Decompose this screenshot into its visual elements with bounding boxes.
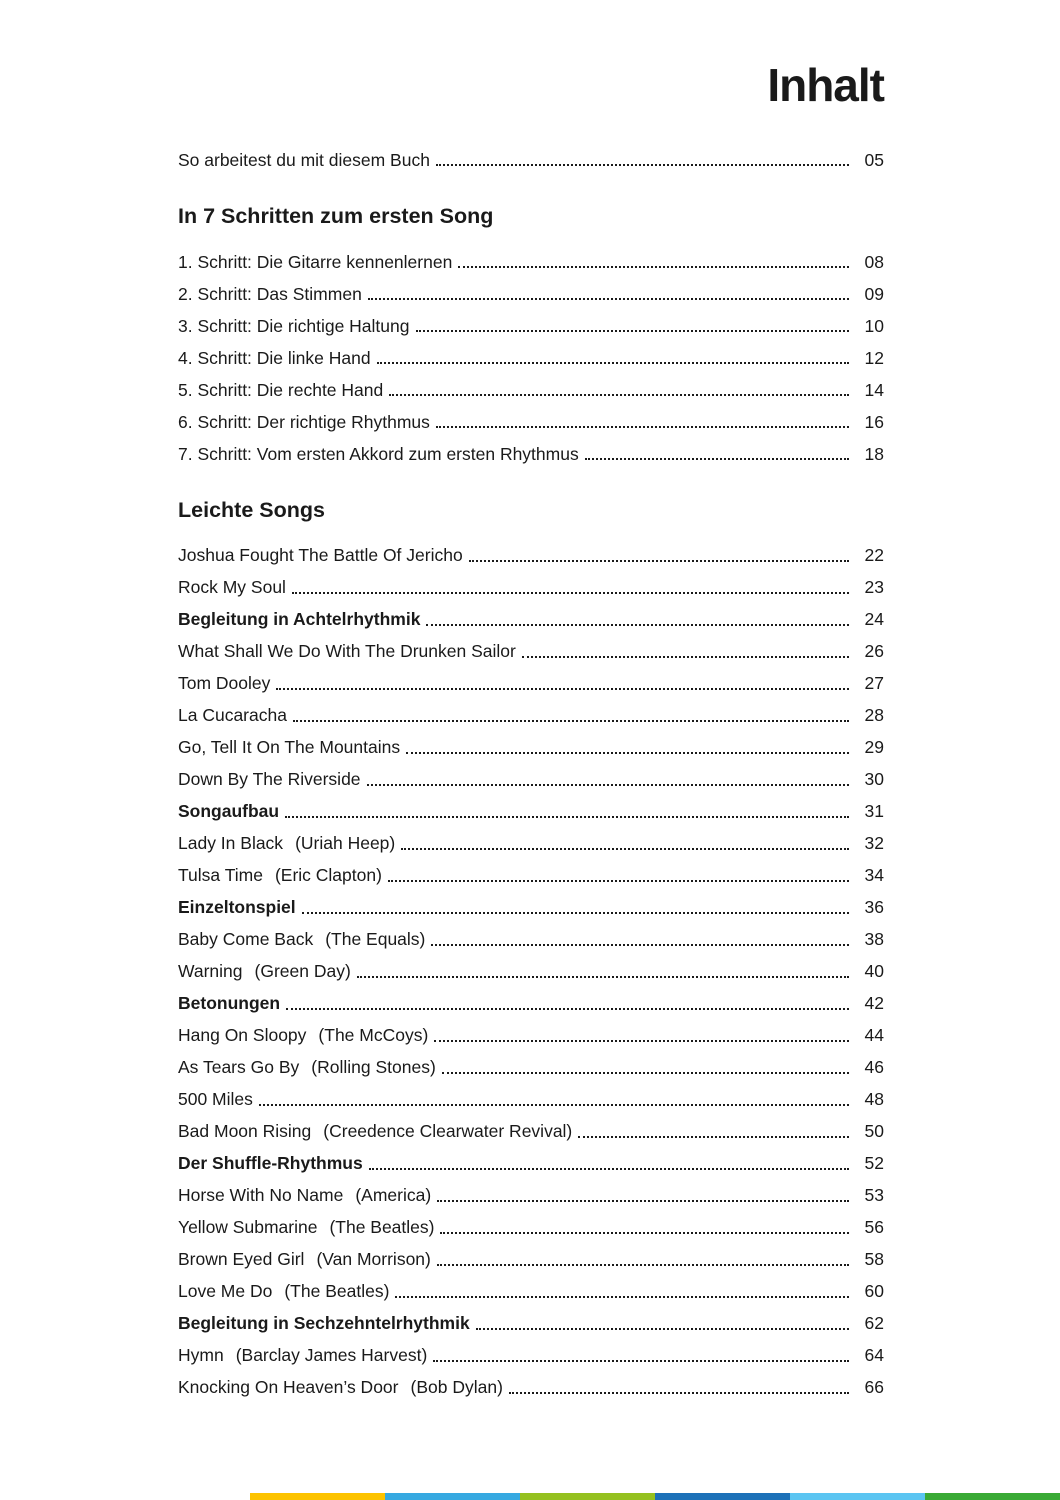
section-heading: Leichte Songs <box>178 497 325 522</box>
toc-entry-artist: (The Equals) <box>325 929 426 950</box>
toc-row <box>178 982 884 1014</box>
toc-row <box>178 630 884 662</box>
toc-page-number: 36 <box>864 897 884 918</box>
toc-page-number: 23 <box>864 577 884 598</box>
toc-page-number: 22 <box>864 545 884 566</box>
toc-entry-title: Begleitung in Achtelrhythmik <box>178 609 421 630</box>
toc-page-number: 58 <box>864 1249 884 1270</box>
dotted-leader <box>395 1296 849 1298</box>
toc-entry-title: 2. Schritt: Das Stimmen <box>178 283 362 304</box>
toc-entry-title: 3. Schritt: Die richtige Haltung <box>178 315 410 336</box>
chapter-tab-segment <box>385 1493 520 1500</box>
toc-page-number: 66 <box>864 1377 884 1398</box>
toc-entry-title: Begleitung in Sechzehntelrhythmik <box>178 1313 470 1334</box>
chapter-tab-segment <box>925 1493 1060 1500</box>
dotted-leader <box>426 624 849 626</box>
toc-row <box>178 432 884 464</box>
toc-entry-artist: (Rolling Stones) <box>311 1057 436 1078</box>
section-rows <box>178 240 884 464</box>
dotted-leader <box>522 656 849 658</box>
dotted-leader <box>401 848 849 850</box>
toc-page-number: 48 <box>864 1089 884 1110</box>
dotted-leader <box>286 1008 849 1010</box>
toc-row <box>178 368 884 400</box>
toc-entry-title: Baby Come Back <box>178 929 314 950</box>
dotted-leader <box>578 1136 849 1138</box>
toc-entry-title: Love Me Do <box>178 1281 273 1302</box>
section-rows <box>178 534 884 1398</box>
dotted-leader <box>416 330 850 332</box>
chapter-tab-segment <box>655 1493 790 1500</box>
dotted-leader <box>476 1328 849 1330</box>
dotted-leader <box>285 816 849 818</box>
dotted-leader <box>259 1104 849 1106</box>
dotted-leader <box>293 720 849 722</box>
toc-entry-artist: (The Beatles) <box>284 1281 390 1302</box>
toc-row <box>178 534 884 566</box>
toc-page-number: 46 <box>864 1057 884 1078</box>
toc-row <box>178 240 884 272</box>
toc-entry-title: Joshua Fought The Battle Of Jericho <box>178 545 463 566</box>
chapter-tab-segment <box>520 1493 655 1500</box>
toc-entry-title: Tulsa Time <box>178 865 263 886</box>
toc-row <box>178 304 884 336</box>
toc-page-number: 05 <box>864 149 884 170</box>
dotted-leader <box>292 592 849 594</box>
toc-entry-title: Tom Dooley <box>178 673 271 694</box>
toc-page-number: 31 <box>864 801 884 822</box>
dotted-leader <box>440 1232 849 1234</box>
dotted-leader <box>388 880 849 882</box>
toc-row <box>178 1366 884 1398</box>
toc-entry-title: Warning <box>178 961 243 982</box>
toc-row <box>178 758 884 790</box>
toc-row <box>178 886 884 918</box>
toc-row <box>178 854 884 886</box>
toc-page-number: 10 <box>864 315 884 336</box>
toc-entry-title: 7. Schritt: Vom ersten Akkord zum ersten Rhythmus <box>178 443 579 464</box>
section-seven-steps <box>178 204 884 464</box>
toc-entry-artist: (America) <box>355 1185 432 1206</box>
toc-page-number: 09 <box>864 283 884 304</box>
toc-page-number: 32 <box>864 833 884 854</box>
toc-entry-title: Einzeltonspiel <box>178 897 296 918</box>
toc-page-number: 12 <box>864 347 884 368</box>
toc-row <box>178 1174 884 1206</box>
toc-entry-artist: (Green Day) <box>254 961 351 982</box>
toc-page-number: 18 <box>864 443 884 464</box>
toc-entry-title: Hang On Sloopy <box>178 1025 307 1046</box>
section-heading: In 7 Schritten zum ersten Song <box>178 204 494 228</box>
dotted-leader <box>437 1264 849 1266</box>
dotted-leader <box>458 266 849 268</box>
intro-rows <box>178 138 884 170</box>
toc-page-number: 42 <box>864 993 884 1014</box>
toc-row <box>178 1302 884 1334</box>
section-easy-songs <box>178 498 884 1398</box>
dotted-leader <box>433 1360 849 1362</box>
dotted-leader <box>434 1040 849 1042</box>
toc-page-number: 38 <box>864 929 884 950</box>
toc-row <box>178 1334 884 1366</box>
toc-entry-artist: (Eric Clapton) <box>274 865 382 886</box>
toc-row <box>178 1014 884 1046</box>
toc-row <box>178 336 884 368</box>
toc-page-number: 27 <box>864 673 884 694</box>
toc-entry-artist: (Uriah Heep) <box>295 833 396 854</box>
dotted-leader <box>377 362 849 364</box>
toc-page-number: 16 <box>864 411 884 432</box>
dotted-leader <box>509 1392 849 1394</box>
toc-page-number: 44 <box>864 1025 884 1046</box>
toc-row <box>178 1046 884 1078</box>
toc-entry-title: Bad Moon Rising <box>178 1121 312 1142</box>
dotted-leader <box>431 944 849 946</box>
toc-entry-title: Rock My Soul <box>178 577 286 598</box>
toc-page-number: 50 <box>864 1121 884 1142</box>
dotted-leader <box>406 752 849 754</box>
toc-entry-title: Go, Tell It On The Mountains <box>178 737 401 758</box>
chapter-color-tabs <box>250 1493 1060 1500</box>
dotted-leader <box>357 976 849 978</box>
dotted-leader <box>437 1200 849 1202</box>
dotted-leader <box>367 784 849 786</box>
toc-page-number: 40 <box>864 961 884 982</box>
toc-entry-artist: (Van Morrison) <box>316 1249 431 1270</box>
toc-entry-title: Down By The Riverside <box>178 769 361 790</box>
chapter-tab-segment <box>250 1493 385 1500</box>
toc-page-number: 53 <box>864 1185 884 1206</box>
dotted-leader <box>469 560 849 562</box>
dotted-leader <box>436 426 849 428</box>
toc-page-number: 56 <box>864 1217 884 1238</box>
toc-page-number: 30 <box>864 769 884 790</box>
dotted-leader <box>442 1072 849 1074</box>
toc-entry-title: Yellow Submarine <box>178 1217 318 1238</box>
toc-row <box>178 1238 884 1270</box>
toc-entry-artist: (Bob Dylan) <box>410 1377 503 1398</box>
toc-row <box>178 790 884 822</box>
toc-row <box>178 1270 884 1302</box>
toc-entry-title: Hymn <box>178 1345 224 1366</box>
toc-entry-title: What Shall We Do With The Drunken Sailor <box>178 641 516 662</box>
dotted-leader <box>302 912 849 914</box>
toc-row <box>178 726 884 758</box>
toc-entry-artist: (Barclay James Harvest) <box>235 1345 428 1366</box>
toc-entry-title: So arbeitest du mit diesem Buch <box>178 149 430 170</box>
chapter-tab-segment <box>790 1493 925 1500</box>
toc-row <box>178 138 884 170</box>
toc-page-number: 60 <box>864 1281 884 1302</box>
toc-row <box>178 1110 884 1142</box>
dotted-leader <box>369 1168 849 1170</box>
toc-entry-title: 6. Schritt: Der richtige Rhythmus <box>178 411 430 432</box>
toc-row <box>178 1078 884 1110</box>
toc-entry-title: La Cucaracha <box>178 705 287 726</box>
toc-row <box>178 1206 884 1238</box>
toc-page-number: 26 <box>864 641 884 662</box>
toc-row <box>178 1142 884 1174</box>
dotted-leader <box>389 394 849 396</box>
toc-row <box>178 918 884 950</box>
toc-entry-title: Betonungen <box>178 993 281 1014</box>
dotted-leader <box>585 458 849 460</box>
toc-row <box>178 598 884 630</box>
toc-page-number: 24 <box>864 609 884 630</box>
toc-entry-title: Brown Eyed Girl <box>178 1249 305 1270</box>
toc-entry-title: Der Shuffle-Rhythmus <box>178 1153 363 1174</box>
toc-entry-artist: (The McCoys) <box>318 1025 429 1046</box>
toc-row <box>178 272 884 304</box>
toc-row <box>178 566 884 598</box>
dotted-leader <box>368 298 849 300</box>
toc-entry-title: Knocking On Heaven’s Door <box>178 1377 399 1398</box>
toc-page-number: 08 <box>864 251 884 272</box>
toc-entry-artist: (Creedence Clearwater Revival) <box>323 1121 573 1142</box>
toc-entry-artist: (The Beatles) <box>329 1217 435 1238</box>
dotted-leader <box>276 688 849 690</box>
toc-entry-title: 4. Schritt: Die linke Hand <box>178 347 371 368</box>
toc-content <box>178 59 884 1398</box>
toc-entry-title: 5. Schritt: Die rechte Hand <box>178 379 384 400</box>
toc-page-number: 34 <box>864 865 884 886</box>
toc-page-number: 62 <box>864 1313 884 1334</box>
toc-page-number: 29 <box>864 737 884 758</box>
toc-row <box>178 400 884 432</box>
dotted-leader <box>436 164 849 166</box>
toc-entry-title: Lady In Black <box>178 833 284 854</box>
toc-row <box>178 950 884 982</box>
toc-entry-title: Horse With No Name <box>178 1185 344 1206</box>
page-title: Inhalt <box>767 59 884 111</box>
toc-row <box>178 822 884 854</box>
toc-page-number: 52 <box>864 1153 884 1174</box>
toc-page-number: 14 <box>864 379 884 400</box>
toc-page-number: 28 <box>864 705 884 726</box>
toc-entry-title: 1. Schritt: Die Gitarre kennenlernen <box>178 251 453 272</box>
toc-entry-title: Songaufbau <box>178 801 280 822</box>
toc-entry-title: As Tears Go By <box>178 1057 300 1078</box>
toc-page-number: 64 <box>864 1345 884 1366</box>
toc-row <box>178 694 884 726</box>
toc-row <box>178 662 884 694</box>
toc-entry-title: 500 Miles <box>178 1089 253 1110</box>
